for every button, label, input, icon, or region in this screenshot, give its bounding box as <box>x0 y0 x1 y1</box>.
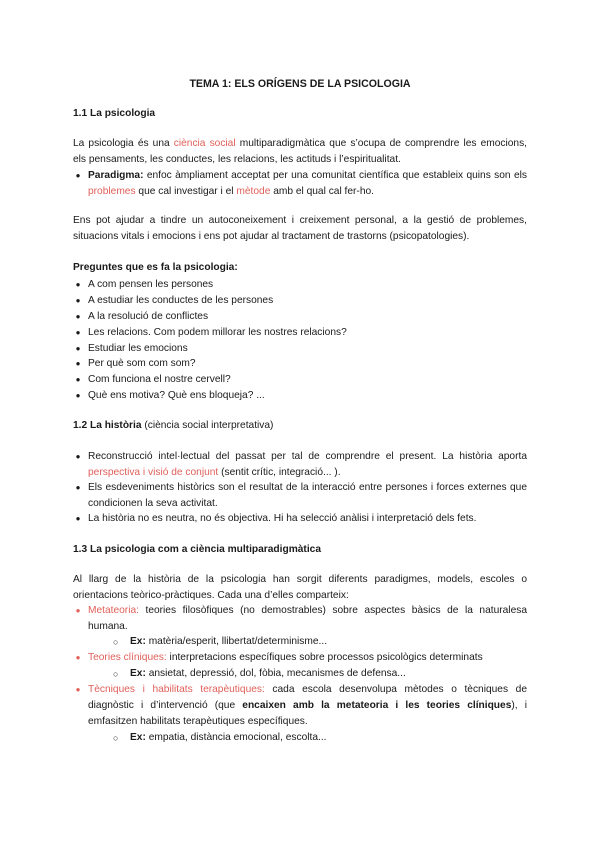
bullet-icon: ● <box>75 171 81 180</box>
circle-bullet-icon: ○ <box>113 637 119 647</box>
bullet-icon: ● <box>75 344 81 353</box>
example-label: Ex: <box>130 668 146 679</box>
paragraph-intro: Al llarg de la història de la psicologia han sorgit diferents paradigmes, models, escoles o orientacions teòrico-pràctiques. Cada una d’elles comparteix: <box>73 574 527 601</box>
section-heading-subtitle: (ciència social interpretativa) <box>141 420 274 431</box>
list-item-text: Les relacions. Com podem millorar les nostres relacions? <box>88 327 347 338</box>
bullet-icon: ● <box>75 375 81 384</box>
bullet-icon: ● <box>75 312 81 321</box>
bullet-icon: ● <box>75 391 81 400</box>
text-run: ), i emfasitzen habilitats terapèutiques específiques. <box>88 700 527 727</box>
metateoria-label: Metateoria: <box>88 605 139 616</box>
list-item-paradigma <box>75 168 527 200</box>
list-item-tecniques <box>75 682 527 730</box>
list-item <box>75 293 527 309</box>
section-heading-1-3: 1.3 La psicologia com a ciència multiparadigmàtica <box>73 544 321 555</box>
text-run: (sentit crític, integració... ). <box>218 467 341 478</box>
example-label: Ex: <box>130 732 146 743</box>
section-heading-1-1: 1.1 La psicologia <box>73 108 156 119</box>
bold-run: encaixen amb la metateoria i les teories clíniques <box>242 700 512 711</box>
psychology-definition <box>73 136 527 168</box>
tecniques-label: Tècniques i habilitats terapèutiques: <box>88 684 265 695</box>
highlight-metode: mètode <box>236 186 271 197</box>
text-run: enfoc àmpliament acceptat per una comunitat científica que estableix quins son els <box>143 170 527 181</box>
list-item-metateoria <box>75 603 527 635</box>
text-run: amb el qual cal fer-ho. <box>270 186 374 197</box>
questions-heading: Preguntes que es fa la psicologia: <box>73 262 238 273</box>
bullet-icon: ● <box>75 483 81 492</box>
sub-item-example <box>113 730 527 746</box>
bullet-icon: ● <box>75 606 81 615</box>
list-item <box>75 480 527 512</box>
text-run: teories filosòfiques (no demostrables) sobre aspectes bàsics de la naturalesa humana. <box>88 605 527 632</box>
bullet-icon: ● <box>75 514 81 523</box>
highlight-ciencia-social: ciència social <box>173 138 236 149</box>
text-run: cada escola desenvolupa mètodes o tècniques de diagnòstic i d’intervenció (que <box>88 684 527 711</box>
bullet-icon: ● <box>75 685 81 694</box>
list-item <box>75 372 527 388</box>
bullet-icon: ● <box>75 280 81 289</box>
teories-cliniques-label: Teories clíniques: <box>88 652 167 663</box>
paragraph-benefits: Ens pot ajudar a tindre un autoconeixement i creixement personal, a la gestió de problemes, situacions vitals i emocions i ens pot ajudar al tractament de trastorns (psicopatologies). <box>73 215 527 242</box>
list-item-text: Per què som com som? <box>88 358 196 369</box>
page-title: TEMA 1: ELS ORÍGENS DE LA PSICOLOGIA <box>189 78 411 90</box>
example-text: ansietat, depressió, dol, fòbia, mecanismes de defensa... <box>145 668 406 679</box>
list-item-text: A estudiar les conductes de les persones <box>88 295 274 306</box>
list-item-teories-cliniques <box>75 650 527 666</box>
highlight-problemes: problemes <box>88 186 136 197</box>
list-item-text: La història no es neutra, no és objectiva. Hi ha selecció anàlisi i interpretació dels fets. <box>88 513 477 524</box>
text-run: La psicologia és una <box>73 138 174 149</box>
list-item <box>75 511 527 527</box>
sub-item-example <box>113 666 527 682</box>
list-item <box>75 356 527 372</box>
list-item-text: Els esdeveniments històrics son el resultat de la interacció entre persones i forces externes que condicionen la seva activitat. <box>88 482 527 509</box>
list-item <box>75 449 527 481</box>
list-item-text: A la resolució de conflictes <box>88 311 209 322</box>
list-item <box>75 388 527 404</box>
circle-bullet-icon: ○ <box>113 733 119 743</box>
bullet-icon: ● <box>75 359 81 368</box>
sub-item-example <box>113 634 527 650</box>
paradigma-label: Paradigma: <box>88 170 144 181</box>
section-heading-text: 1.2 La història <box>73 420 142 431</box>
list-item-text: Com funciona el nostre cervell? <box>88 374 231 385</box>
example-text: matèria/esperit, llibertat/determinisme... <box>145 636 328 647</box>
example-text: empatia, distància emocional, escolta... <box>145 732 327 743</box>
circle-bullet-icon: ○ <box>113 669 119 679</box>
bullet-icon: ● <box>75 653 81 662</box>
list-item-text: A com pensen les persones <box>88 279 214 290</box>
bullet-icon: ● <box>75 296 81 305</box>
text-run: multiparadigmàtica que s’ocupa de comprendre les emocions, els pensaments, les conductes, les relacions, les actituds i l’espiritualitat. <box>73 138 528 165</box>
text-run: que cal investigar i el <box>135 186 237 197</box>
bullet-icon: ● <box>75 328 81 337</box>
list-item <box>75 309 527 325</box>
example-label: Ex: <box>130 636 146 647</box>
highlight-perspectiva: perspectiva i visió de conjunt <box>88 467 219 478</box>
list-item <box>75 341 527 357</box>
list-item <box>75 325 527 341</box>
text-run: Reconstrucció intel·lectual del passat per tal de comprendre el present. La història aporta <box>88 451 527 462</box>
bullet-icon: ● <box>75 452 81 461</box>
text-run: interpretacions específiques sobre processos psicològics determinats <box>166 652 483 663</box>
section-heading-1-2 <box>73 418 527 434</box>
list-item-text: Estudiar les emocions <box>88 343 188 354</box>
list-item <box>75 277 527 293</box>
list-item-text: Què ens motiva? Què ens bloqueja? ... <box>88 390 265 401</box>
